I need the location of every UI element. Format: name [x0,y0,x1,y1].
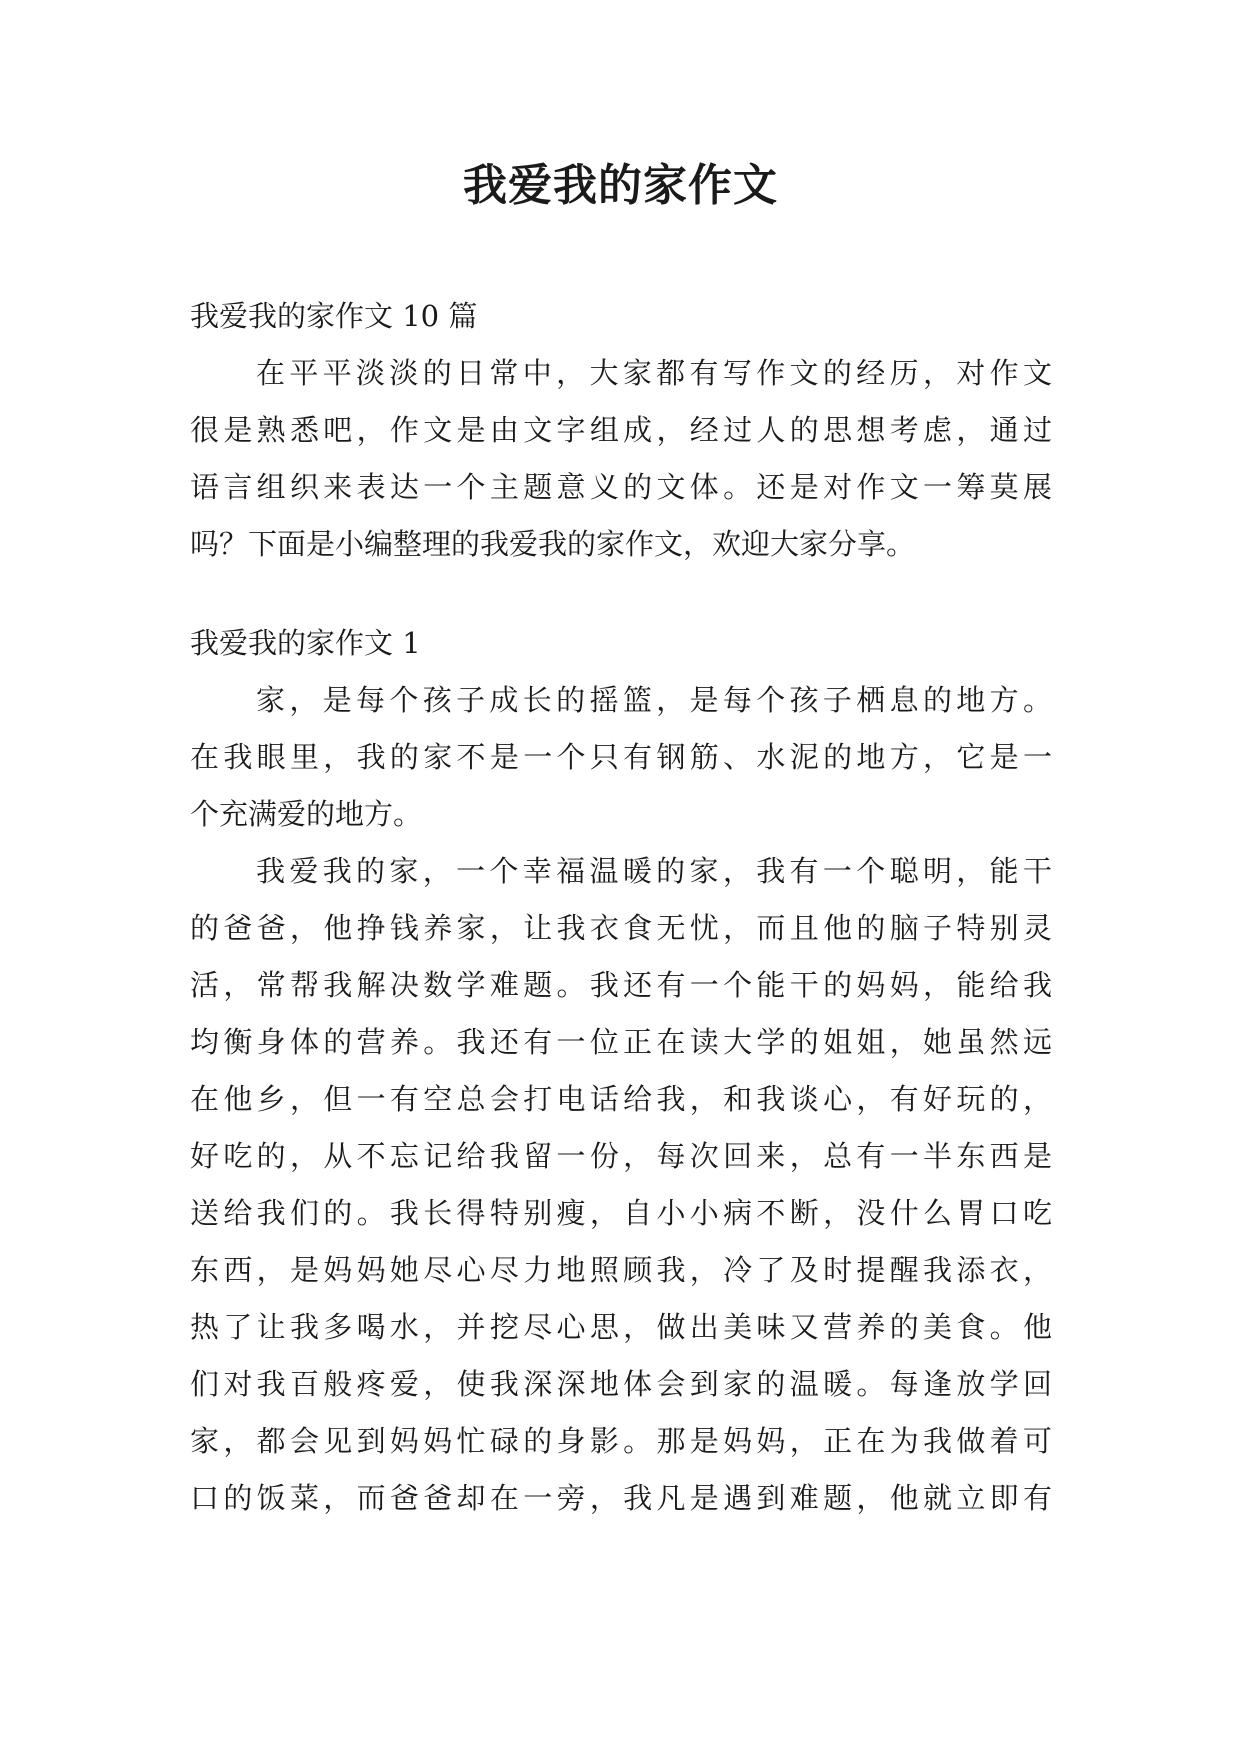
text-line: 均衡身体的营养。我还有一位正在读大学的姐姐，她虽然远 [190,1025,1052,1059]
text-line: 在我眼里，我的家不是一个只有钢筋、水泥的地方，它是一 [190,740,1052,774]
text-line: 口的饭菜，而爸爸却在一旁，我凡是遇到难题，他就立即有 [190,1481,1052,1515]
text-line: 我爱我的家，一个幸福温暖的家，我有一个聪明，能干 [256,854,1052,888]
essay-paragraph-1 [190,672,1052,843]
document-body [190,288,1052,1527]
text-line: 家，都会见到妈妈忙碌的身影。那是妈妈，正在为我做着可 [190,1424,1052,1458]
text-line: 热了让我多喝水，并挖尽心思，做出美味又营养的美食。他 [190,1310,1052,1344]
text-line: 东西，是妈妈她尽心尽力地照顾我，冷了及时提醒我添衣， [190,1253,1052,1287]
text-line: 好吃的，从不忘记给我留一份，每次回来，总有一半东西是 [190,1139,1052,1173]
text-line: 家，是每个孩子成长的摇篮，是每个孩子栖息的地方。 [256,683,1052,717]
text-line: 在他乡，但一有空总会打电话给我，和我谈心，有好玩的， [190,1082,1052,1116]
text-line: 送给我们的。我长得特别瘦，自小小病不断，没什么胃口吃 [190,1196,1052,1230]
text-line: 活，常帮我解决数学难题。我还有一个能干的妈妈，能给我 [190,968,1052,1002]
intro-paragraph [190,345,1052,573]
text-line: 在平平淡淡的日常中，大家都有写作文的经历，对作文 [256,356,1052,390]
text-line: 们对我百般疼爱，使我深深地体会到家的温暖。每逢放学回 [190,1367,1052,1401]
text-line: 的爸爸，他挣钱养家，让我衣食无忧，而且他的脑子特别灵 [190,911,1052,945]
intro-heading: 我爱我的家作文 10 篇 [190,299,478,333]
document-title: 我爱我的家作文 [463,160,778,211]
text-line: 吗？下面是小编整理的我爱我的家作文，欢迎大家分享。 [190,527,916,561]
essay-paragraph-2 [190,843,1052,1527]
text-line: 个充满爱的地方。 [190,797,423,831]
section-spacer [190,573,1052,615]
text-line: 语言组织来表达一个主题意义的文体。还是对作文一筹莫展 [190,470,1052,504]
essay-heading: 我爱我的家作文 1 [190,626,421,660]
text-line: 很是熟悉吧，作文是由文字组成，经过人的思想考虑，通过 [190,413,1052,447]
